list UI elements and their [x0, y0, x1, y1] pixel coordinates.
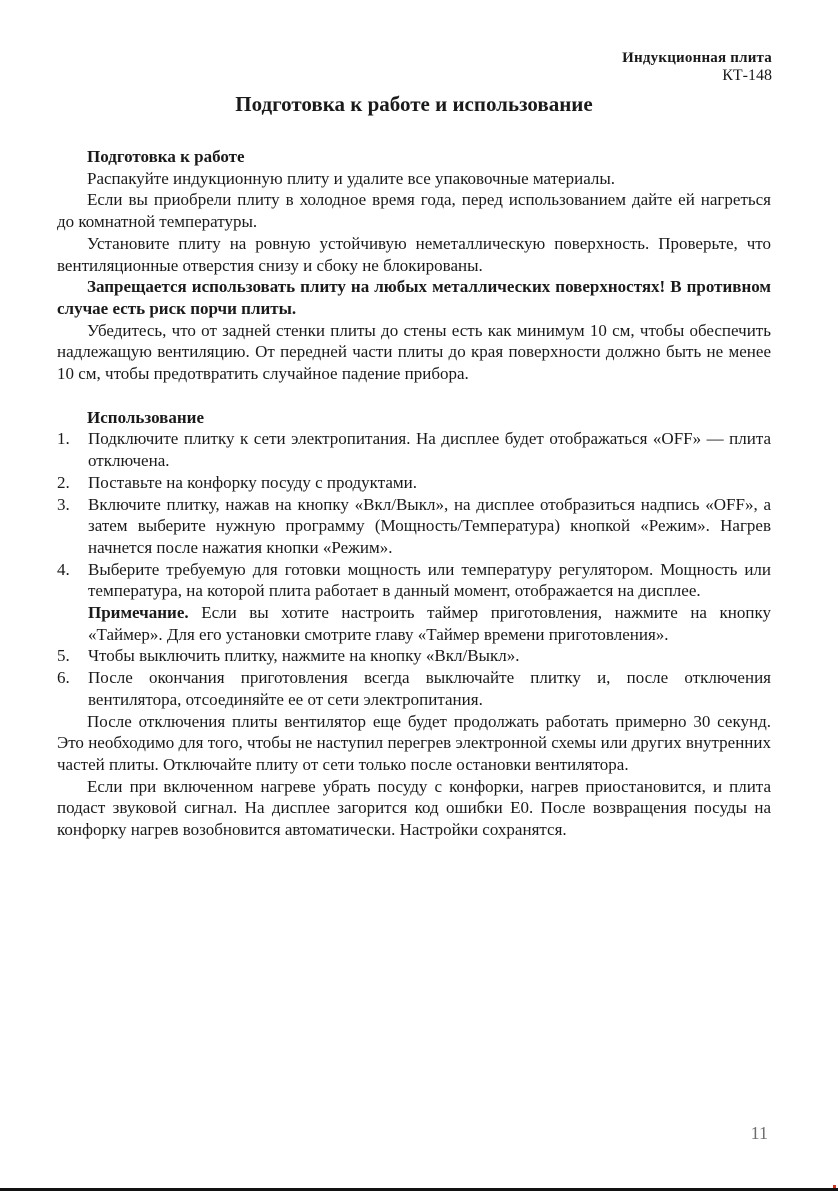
section-preparation [57, 146, 771, 385]
page-title: Подготовка к работе и использование [235, 92, 593, 116]
section-heading-preparation: Подготовка к работе [87, 147, 245, 166]
item-text: Включите плитку, нажав на кнопку «Вкл/Выкл», на дисплее отобразиться надпись «OFF», а затем выберите нужную программу (Мощность/Температура) кнопкой «Режим». Нагрев начнется после нажатия кнопки «Режим». [88, 494, 771, 557]
note-text: Если вы хотите настроить таймер приготовления, нажмите на кнопку «Таймер». Для его установки смотрите главу «Таймер времени приготовления». [88, 603, 771, 644]
list-item [57, 645, 771, 667]
item-number: 1. [57, 429, 70, 449]
item-number: 4. [57, 559, 70, 579]
paragraph: Убедитесь, что от задней стенки плиты до стены есть как минимум 10 см, чтобы обеспечить надлежащую вентиляцию. От передней части плиты до края поверхности должно быть не менее 10 см, чтобы предотвратить случайное падение прибора. [57, 320, 771, 384]
item-text: Чтобы выключить плитку, нажмите на кнопку «Вкл/Выкл». [88, 646, 520, 666]
product-name: Индукционная плита [622, 50, 772, 66]
warning-paragraph: Запрещается использовать плиту на любых металлических поверхностях! В противном случае есть риск порчи плиты. [57, 277, 771, 318]
list-item [57, 472, 771, 494]
document-content [57, 146, 771, 841]
item-number: 2. [57, 472, 70, 492]
list-item [57, 667, 771, 710]
paragraph: Распакуйте индукционную плиту и удалите все упаковочные материалы. [87, 168, 616, 188]
paragraph: Если при включенном нагреве убрать посуду с конфорки, нагрев приостановится, и плита подаст звуковой сигнал. На дисплее загорится код ошибки Е0. После возвращения посуды на конфорку нагрев возобновится автоматически. Настройки сохранятся. [57, 776, 771, 840]
item-number: 6. [57, 668, 70, 688]
item-text: Подключите плитку к сети электропитания. На дисплее будет отображаться «OFF» — плита отключена. [88, 429, 771, 471]
item-number: 5. [57, 646, 70, 666]
scan-artifact-dot [833, 1185, 836, 1188]
item-text: Выберите требуемую для готовки мощность или температуру регулятором. Мощность или температура, на которой плита работает в данный момент, отображается на дисплее. [88, 559, 771, 601]
list-item [57, 559, 771, 646]
ordered-list [57, 428, 771, 710]
list-item [57, 428, 771, 471]
document-header [622, 50, 772, 84]
section-heading-usage: Использование [87, 407, 204, 427]
model-number: КТ-148 [722, 67, 772, 84]
list-item [57, 494, 771, 559]
paragraph: Установите плиту на ровную устойчивую неметаллическую поверхность. Проверьте, что вентиляционные отверстия снизу и сбоку не блокированы. [57, 233, 771, 275]
paragraph: Если вы приобрели плиту в холодное время года, перед использованием дайте ей нагреться до комнатной температуры. [57, 190, 771, 232]
item-text: После окончания приготовления всегда выключайте плитку и, после отключения вентилятора, отсоединяйте ее от сети электропитания. [88, 668, 771, 709]
section-usage [57, 407, 771, 841]
note-label: Примечание. [88, 603, 189, 623]
item-text: Поставьте на конфорку посуду с продуктами. [88, 472, 418, 492]
item-body [88, 559, 771, 646]
paragraph: После отключения плиты вентилятор еще будет продолжать работать примерно 30 секунд. Это необходимо для того, чтобы не наступил перегрев электронной схемы или других внутренних частей плиты. Отключайте плиту от сети только после остановки вентилятора. [57, 711, 771, 774]
item-number: 3. [57, 494, 70, 514]
note [88, 602, 771, 645]
page-number: 11 [750, 1123, 768, 1143]
